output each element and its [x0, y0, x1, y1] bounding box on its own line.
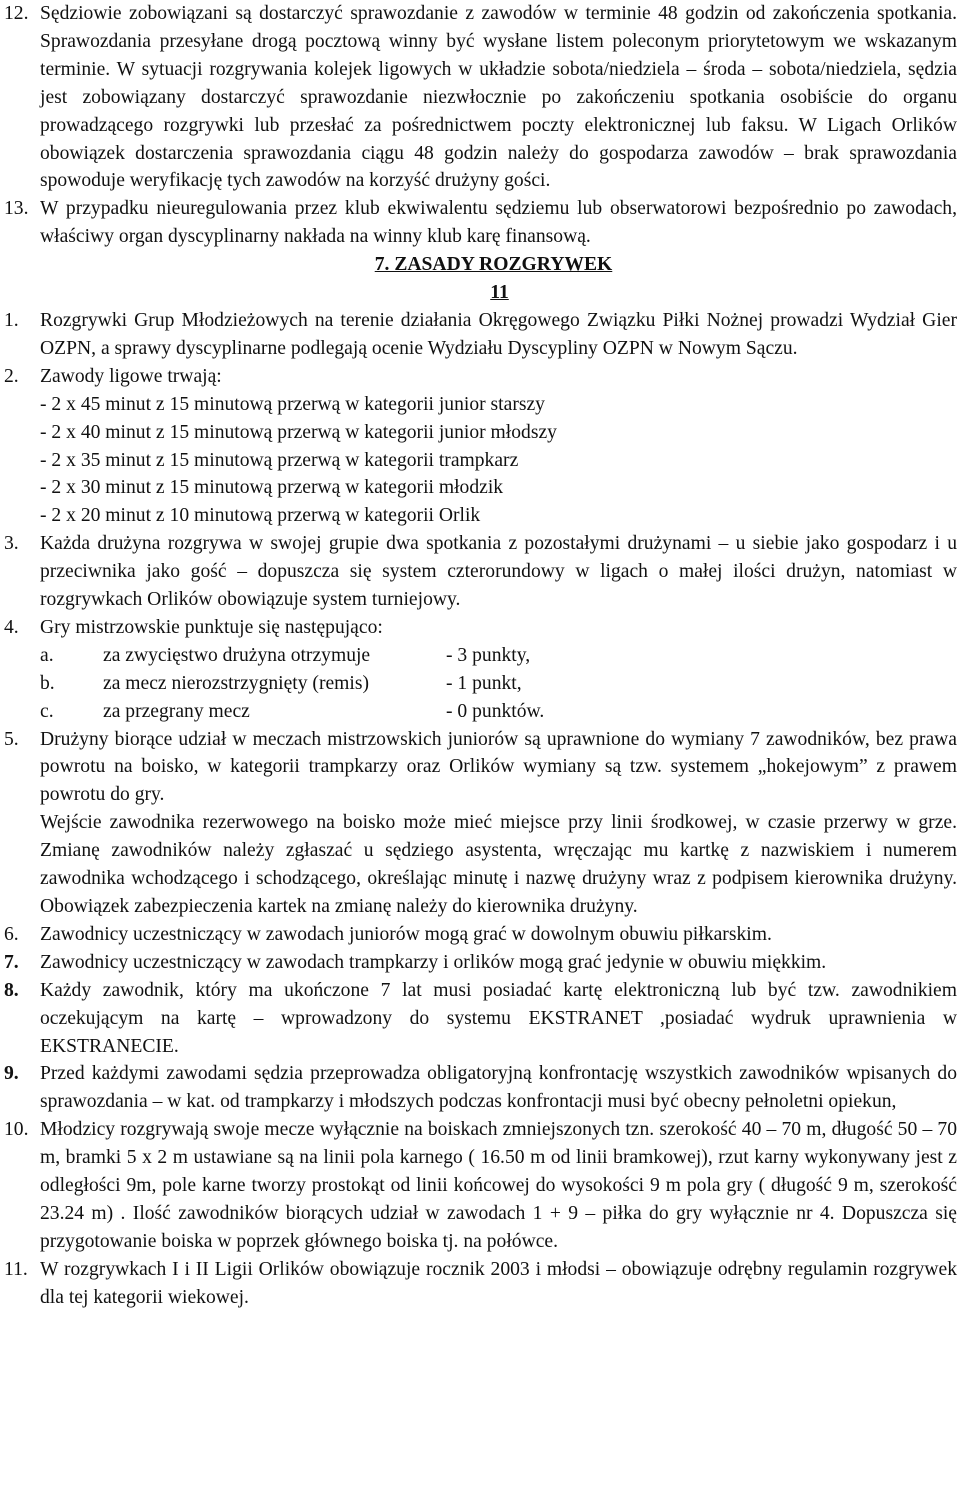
duration-line: - 2 x 45 minut z 15 minutową przerwą w kategorii junior starszy: [40, 393, 545, 415]
item-number: 3.: [4, 533, 19, 555]
item-number: 4.: [4, 616, 19, 638]
list-item-4: [4, 614, 957, 642]
points-letter: a.: [40, 644, 54, 666]
item-text: Młodzicy rozgrywają swoje mecze wyłącznie na boiskach zmniejszonych tzn. szerokość 40 – 70 m, długość 50 – 70 m, bramki 5 x 2 m ustawiane są na linii pola karnego ( 16.50 m od linii bramkowej), rzut karny wykonywany jest z odległości 9m, pole karne tworzy prostokąt od linii końcowej do wysokości 9 m pola gry ( długość 9 m, szerokość 23.24 m) . Ilość zawodników biorących udział w zawodach 1 + 9 – piłka do gry wyłącznie nr 4. Dopuszcza się przygotowanie boiska w poprzek głównego boiska tj. na połówce.: [40, 1119, 957, 1252]
paragraph: Drużyny biorące udział w meczach mistrzowskich juniorów są uprawnione do wymiany 7 zawodników, bez prawa powrotu na boisko, w kategorii trampkarzy oraz Orlików wymiany są tzw. systemem „hokejowym” z prawem powrotu do gry.: [40, 728, 957, 806]
list-item-1: [4, 307, 957, 363]
points-label: za zwycięstwo drużyna otrzymuje: [103, 644, 371, 666]
match-duration-list: [40, 363, 957, 530]
points-row: [4, 670, 957, 698]
item-number: 13.: [4, 198, 29, 220]
points-table: [4, 642, 957, 726]
item-text: Każda drużyna rozgrywa w swojej grupie dwa spotkania z pozostałymi drużynami – u siebie jako gospodarz i u przeciwnika jako gość – dopuszcza się system czterorundowy w ligach o małej ilości drużyn, natomiast w rozgrywkach Orlików obowiązuje system turniejowy.: [40, 533, 957, 611]
duration-line: - 2 x 20 minut z 10 minutową przerwą w kategorii Orlik: [40, 505, 481, 527]
list-item-2: [4, 363, 957, 530]
points-label: za przegrany mecz: [103, 700, 250, 722]
item-text: Każdy zawodnik, który ma ukończone 7 lat musi posiadać kartę elektroniczną lub być tzw. zawodnikiem oczekującym na kartę – wprowadzony do systemu EKSTRANET ,posiadać wydruk uprawnienia w EKSTRANECIE.: [40, 979, 957, 1057]
section-title: 7. ZASADY ROZGRYWEK: [374, 254, 613, 276]
item-intro: Zawody ligowe trwają:: [40, 365, 222, 387]
list-item-3: [4, 530, 957, 614]
points-row: [4, 698, 957, 726]
item-number: 9.: [4, 1063, 19, 1085]
item-number: 8.: [4, 979, 19, 1001]
substitution-rules: [40, 726, 957, 921]
points-letter: b.: [40, 672, 55, 694]
list-item-6: [4, 921, 957, 949]
item-number: 6.: [4, 923, 19, 945]
item-number: 11.: [4, 1258, 28, 1280]
list-item-7: [4, 949, 957, 977]
duration-line: - 2 x 30 minut z 15 minutową przerwą w kategorii młodzik: [40, 477, 504, 499]
item-text: W przypadku nieuregulowania przez klub ekwiwalentu sędziemu lub obserwatorowi bezpośrednio po zawodach, właściwy organ dyscyplinarny nakłada na winny klub karę finansową.: [40, 198, 957, 248]
duration-line: - 2 x 35 minut z 15 minutową przerwą w kategorii trampkarz: [40, 449, 519, 471]
list-item-5: [4, 726, 957, 921]
list-item-8: [4, 977, 957, 1061]
points-section: [40, 614, 957, 642]
list-item-13: [4, 195, 957, 251]
list-item-12: [4, 0, 957, 195]
item-number: 7.: [4, 951, 19, 973]
list-item-9: [4, 1060, 957, 1116]
item-text: Przed każdymi zawodami sędzia przeprowadza obligatoryjną konfrontację wszystkich zawodników wpisanych do sprawozdania – w kat. od trampkarzy i młodszych podczas konfrontacji musi być obecny pełnoletni opiekun,: [40, 1063, 957, 1113]
section-number: 11: [490, 282, 509, 304]
item-text: Zawodnicy uczestniczący w zawodach juniorów mogą grać w dowolnym obuwiu piłkarskim.: [40, 923, 772, 945]
item-text: Rozgrywki Grup Młodzieżowych na terenie działania Okręgowego Związku Piłki Nożnej prowadzi Wydział Gier OZPN, a sprawy dyscyplinarne podlegają ocenie Wydziału Dyscypliny OZPN w Nowym Sączu.: [40, 309, 957, 359]
points-value: - 0 punktów.: [446, 700, 545, 722]
item-intro: Gry mistrzowskie punktuje się następująco:: [40, 616, 383, 638]
list-item-10: [4, 1116, 957, 1256]
item-text: Sędziowie zobowiązani są dostarczyć sprawozdanie z zawodów w terminie 48 godzin od zakończenia spotkania. Sprawozdania przesyłane drogą pocztową winny być wysłane listem poleconym priorytetowym we wskazanym terminie. W sytuacji rozgrywania kolejek ligowych w układzie sobota/niedziela – środa – sobota/niedziela, sędzia jest zobowiązany dostarczyć sprawozdanie niezwłocznie po zakończeniu spotkania osobiście do organu prowadzącego rozgrywki lub przesłać za pośrednictwem poczty elektronicznej lub faksu. W Ligach Orlików obowiązek dostarczenia sprawozdania ciągu 48 godzin należy do gospodarza zawodów – brak sprawozdania spowoduje weryfikację tych zawodów na korzyść drużyny gości.: [40, 3, 957, 192]
item-number: 12.: [4, 3, 29, 24]
points-letter: c.: [40, 700, 54, 722]
item-number: 2.: [4, 365, 19, 387]
points-label: za mecz nierozstrzygnięty (remis): [103, 672, 370, 694]
item-text: W rozgrywkach I i II Ligii Orlików obowiązuje rocznik 2003 i młodsi – obowiązuje odrębny regulamin rozgrywek dla tej kategorii wiekowej.: [40, 1258, 957, 1308]
points-value: - 3 punkty,: [446, 644, 531, 666]
item-number: 5.: [4, 728, 19, 750]
points-row: [4, 642, 957, 670]
item-number: 10.: [4, 1119, 29, 1141]
points-value: - 1 punkt,: [446, 672, 522, 694]
item-text: Zawodnicy uczestniczący w zawodach trampkarzy i orlików mogą grać jedynie w obuwiu miękkim.: [40, 951, 827, 973]
list-item-11: [4, 1256, 957, 1312]
duration-line: - 2 x 40 minut z 15 minutową przerwą w kategorii junior młodszy: [40, 421, 557, 443]
item-number: 1.: [4, 309, 19, 331]
paragraph: Wejście zawodnika rezerwowego na boisko może mieć miejsce przy linii środkowej, w czasie przerwy w grze. Zmianę zawodników należy zgłaszać u sędziego asystenta, wręczając mu kartkę z nazwiskiem i numerem zawodnika wchodzącego i schodzącego, określając minutę i nazwę drużyny wraz z podpisem kierownika drużyny. Obowiązek zabezpieczenia kartek na zmianę należy do kierownika drużyny.: [40, 812, 957, 917]
